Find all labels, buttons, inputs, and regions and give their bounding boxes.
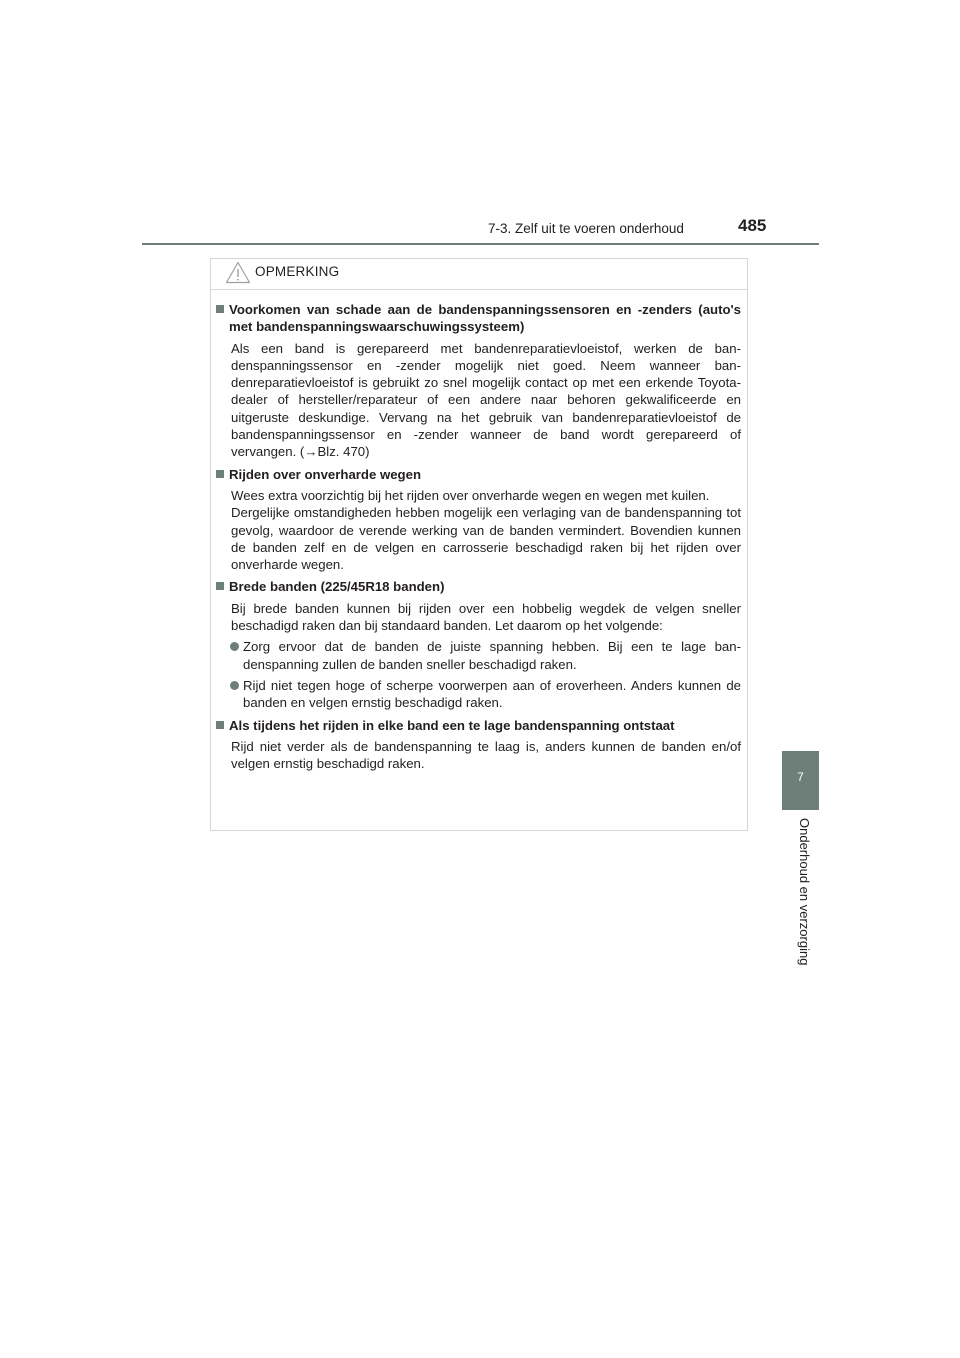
- list-item: [229, 677, 741, 712]
- chapter-label: Onderhoud en verzorging: [797, 818, 812, 966]
- notice-header: [211, 259, 747, 290]
- list-item: [229, 638, 741, 673]
- round-bullet-icon: [230, 681, 239, 690]
- section-text: Rijd niet verder als de bandenspanning te laag is, anders kunnen de banden en/of velgen ernstig beschadigd raken.: [231, 738, 741, 772]
- round-bullet-icon: [230, 642, 239, 651]
- section-heading: Brede banden (225/45R18 banden): [229, 579, 445, 595]
- notice-title: OPMERKING: [255, 264, 340, 279]
- header-section-title: 7-3. Zelf uit te voeren onderhoud: [488, 221, 684, 236]
- list-item-text: Zorg ervoor dat de banden de juiste spanning hebben. Bij een te lage bandenspanning zullen de banden sneller beschadigd raken.: [243, 639, 741, 672]
- square-bullet-icon: [216, 721, 224, 729]
- chapter-number: 7: [797, 770, 804, 784]
- section-heading: Als tijdens het rijden in elke band een te lage bandenspanning ontstaat: [229, 717, 675, 733]
- notice-section: [215, 578, 741, 711]
- notice-section: [215, 717, 741, 773]
- notice-box: [210, 258, 748, 831]
- section-text: Bij brede banden kunnen bij rijden over een hobbelig wegdek de velgen sneller beschadigd raken dan bij standaard banden. Let daarom op het volgende:: [231, 600, 741, 634]
- square-bullet-icon: [216, 305, 224, 313]
- notice-section: [215, 301, 741, 461]
- header-divider: [142, 243, 819, 245]
- section-heading: Voorkomen van schade aan de bandenspanningssensoren en -zenders (auto's met bandenspanningswaarschuwingssysteem): [229, 302, 741, 335]
- square-bullet-icon: [216, 470, 224, 478]
- section-text: Als een band is gerepareerd met bandenreparatievloeistof, werken de bandenspanningssensor en -zender mogelijk niet goed. Neem wanneer bandenreparatievloeistof is gebruikt zo snel mogelijk contact op met een erkende Toyota-dealer of hersteller/reparateur of een andere naar behoren gekwalificeerde en uitgeruste deskundige. Vervang na het gebruik van bandenreparatievloeistof de bandenspanningssensor en -zender wanneer de band wordt gerepareerd of vervangen. (→Blz. 470): [231, 340, 741, 460]
- chapter-tab: [782, 751, 819, 810]
- page-number: 485: [738, 216, 767, 235]
- warning-triangle-icon: [225, 261, 251, 284]
- section-heading: Rijden over onverharde wegen: [229, 466, 422, 482]
- list-item-text: Rijd niet tegen hoge of scherpe voorwerpen aan of eroverheen. Anders kunnen de banden en velgen ernstig beschadigd raken.: [243, 677, 741, 711]
- square-bullet-icon: [216, 582, 224, 590]
- section-text: Wees extra voorzichtig bij het rijden over onverharde wegen en wegen met kuilen. Dergelijke omstandigheden hebben mogelijk een verlaging van de bandenspanning tot gevolg, waardoor de verende werking van de banden vermindert. Bovendien kunnen de banden zelf en de velgen en carrosserie beschadigd raken bij het rijden over onverharde wegen.: [231, 487, 741, 573]
- notice-body: [211, 290, 747, 772]
- notice-section: [215, 466, 741, 574]
